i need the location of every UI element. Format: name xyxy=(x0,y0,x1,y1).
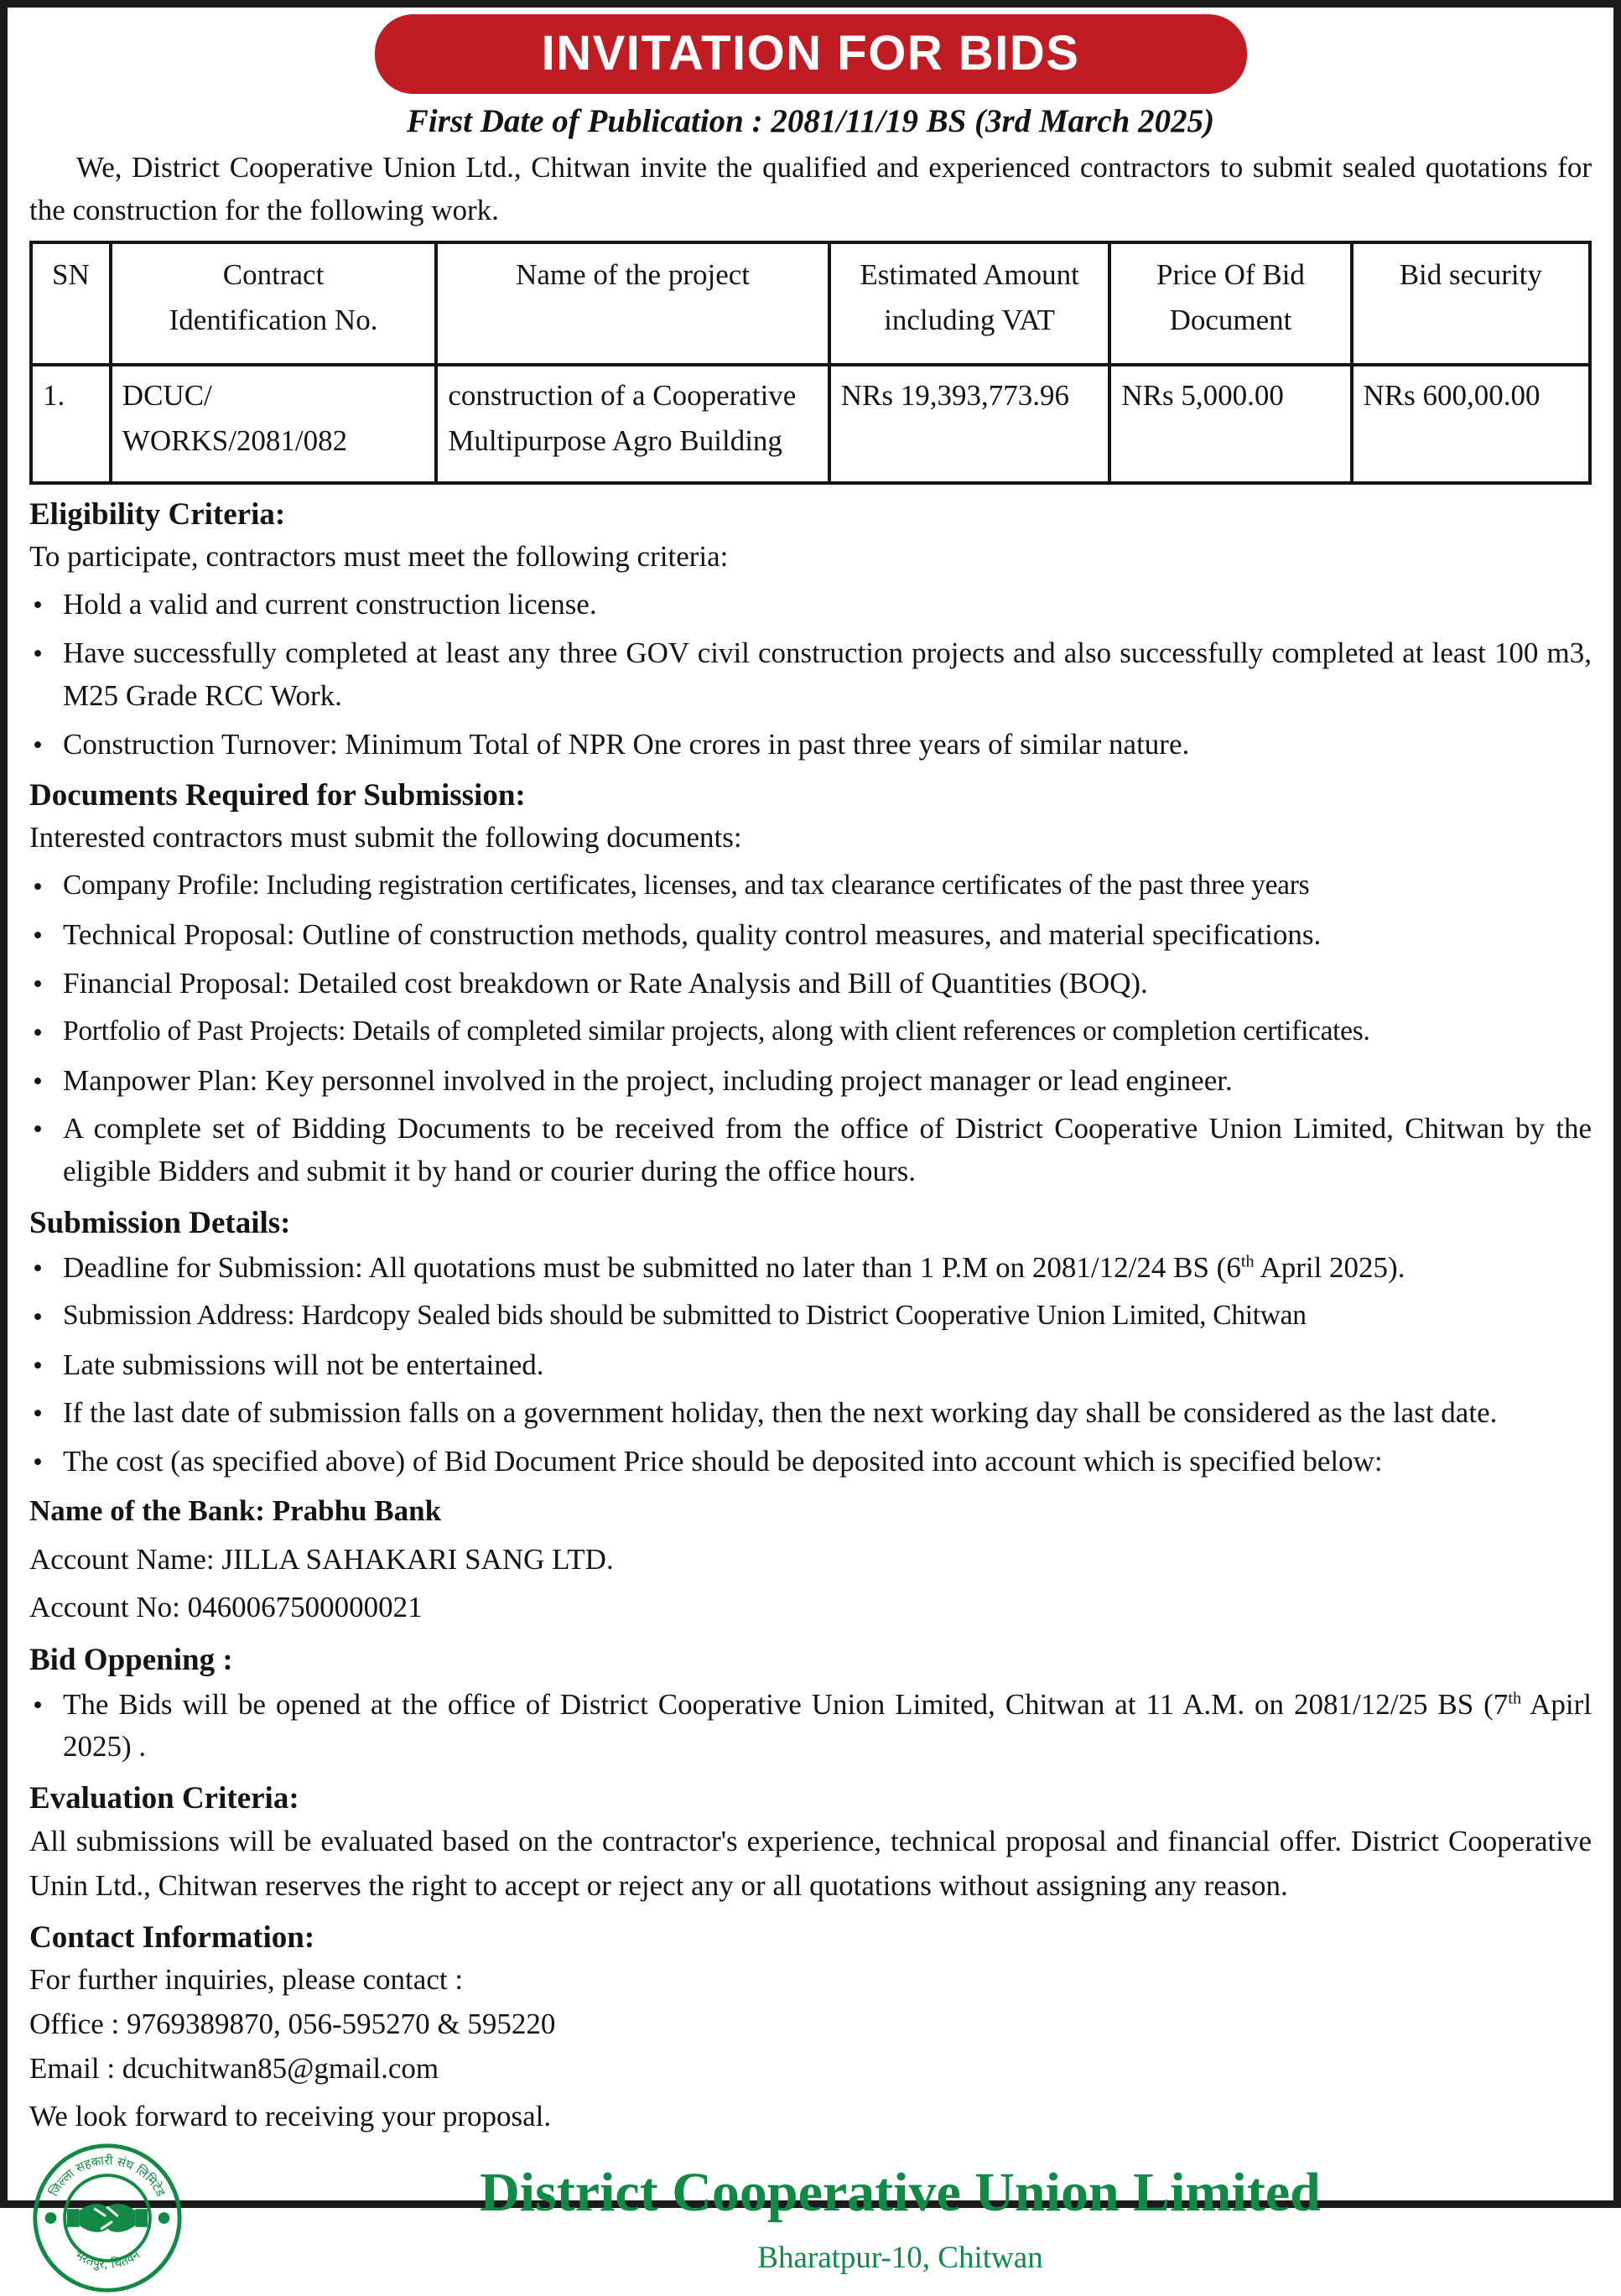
contact-line: For further inquiries, please contact : xyxy=(29,1963,464,1997)
header-line: Estimated Amount xyxy=(860,257,1079,291)
header-line: including VAT xyxy=(884,303,1056,336)
list-item xyxy=(29,584,1592,626)
bullet-icon xyxy=(29,1247,46,1290)
deadline-text: Deadline for Submission: All quotations must be submitted no later than 1 P.M on 2081/12/24 BS (6 xyxy=(63,1250,1241,1284)
seal-bottom-text: भरतपुर, चितवन xyxy=(71,2247,143,2273)
header-line: Document xyxy=(1169,303,1292,336)
list-item-text: Have successfully completed at least any three GOV civil construction projects and also successfully completed at least 100 m3, M25 Grade RCC Work. xyxy=(63,636,1592,712)
intro-paragraph: We, District Cooperative Union Ltd., Chitwan invite the qualified and experienced contractors to submit sealed quotations for the construction for the following work. xyxy=(29,151,1592,226)
seal-right-dot xyxy=(158,2213,170,2225)
seal-top-text: जिल्ला सहकारी संघ लिमिटेड xyxy=(46,2153,169,2200)
list-item xyxy=(29,724,1592,766)
table-header-row xyxy=(31,242,1590,366)
bids-table xyxy=(29,241,1592,485)
list-item xyxy=(29,1060,1592,1103)
list-item-text: Manpower Plan: Key personnel involved in the project, including project manager or lead engineer. xyxy=(63,1063,1233,1097)
list-item xyxy=(29,1296,1592,1338)
closing-line: We look forward to receiving your proposal. xyxy=(29,2100,552,2133)
list-item xyxy=(29,1344,1592,1387)
bullet-icon xyxy=(29,1344,46,1387)
list-item-text: Late submissions will not be entertained. xyxy=(63,1348,544,1381)
list-item-text: Company Profile: Including registration certificates, licenses, and tax clearance certificates of the past three years xyxy=(63,870,1310,901)
bank-details xyxy=(29,1489,1592,1630)
cell-sn: 1. xyxy=(31,365,111,483)
list-item-text: Portfolio of Past Projects: Details of completed similar projects, along with client references or completion certificates. xyxy=(63,1015,1370,1047)
list-item xyxy=(29,865,1592,908)
section-heading: Submission Details: xyxy=(29,1205,291,1240)
bullet-icon xyxy=(29,1011,46,1054)
table-row xyxy=(31,365,1590,483)
invitation-banner: INVITATION FOR BIDS xyxy=(375,14,1247,94)
account-number-line: Account No: 0460067500000021 xyxy=(29,1591,423,1624)
section-heading: Contact Information: xyxy=(29,1920,315,1956)
section-intro: Interested contractors must submit the following documents: xyxy=(29,821,742,855)
seal-left-dot xyxy=(45,2213,57,2225)
bullet-icon xyxy=(29,914,46,957)
publication-date-line: First Date of Publication : 2081/11/19 BS (3rd March 2025) xyxy=(406,103,1215,139)
cell-estimated-amount: NRs 19,393,773.96 xyxy=(829,365,1110,483)
list-item xyxy=(29,1392,1592,1435)
account-name-line: Account Name: JILLA SAHAKARI SANG LTD. xyxy=(29,1542,614,1576)
cell-bid-doc-price: NRs 5,000.00 xyxy=(1109,365,1351,483)
cell-bid-security: NRs 600,00.00 xyxy=(1352,365,1590,483)
list-item xyxy=(29,1011,1592,1054)
cell-line: construction of a Cooperative xyxy=(448,379,797,412)
footer-text-block xyxy=(209,2161,1592,2276)
list-item-text: Financial Proposal: Detailed cost breakdown or Rate Analysis and Bill of Quantities (BOQ). xyxy=(63,966,1148,1000)
org-seal-logo xyxy=(29,2140,185,2296)
bid-opening-text: Apirl 2025) . xyxy=(63,1687,1592,1764)
list-item xyxy=(29,1247,1592,1290)
list-item xyxy=(29,1108,1592,1193)
header-line: Contract xyxy=(222,257,325,291)
bullet-icon xyxy=(29,1060,46,1103)
list-item xyxy=(29,1441,1592,1483)
list-item-text: Submission Address: Hardcopy Sealed bids should be submitted to District Cooperative Union Limited, Chitwan xyxy=(63,1299,1307,1331)
bullet-icon xyxy=(29,724,46,766)
col-header-estimated-amount xyxy=(829,242,1110,366)
list-item-text: Technical Proposal: Outline of construction methods, quality control measures, and material specifications. xyxy=(63,918,1322,952)
list-item-text: Hold a valid and current construction license. xyxy=(63,588,597,621)
header-line: SN xyxy=(52,257,90,291)
contact-phone-line: Office : 9769389870, 056-595270 & 595220 xyxy=(29,2007,556,2040)
handshake-icon xyxy=(67,2205,148,2233)
contact-email-line: Email : dcuchitwan85@gmail.com xyxy=(29,2051,439,2085)
deadline-text: April 2025). xyxy=(1254,1250,1405,1284)
col-header-bid-doc-price xyxy=(1109,242,1351,366)
list-item-text: Construction Turnover: Minimum Total of NPR One crores in past three years of similar nature. xyxy=(63,727,1190,761)
bullet-icon xyxy=(29,1441,46,1483)
section-heading: Evaluation Criteria: xyxy=(29,1781,299,1816)
section-documents xyxy=(29,777,1592,1192)
section-submission xyxy=(29,1205,1592,1483)
section-heading: Eligibility Criteria: xyxy=(29,496,286,532)
col-header-project-name xyxy=(436,242,829,366)
ordinal-suffix: th xyxy=(1508,1688,1522,1707)
bullet-icon xyxy=(29,1392,46,1435)
list-item xyxy=(29,632,1592,718)
cell-project-name xyxy=(436,365,829,483)
section-heading: Bid Oppening : xyxy=(29,1642,233,1677)
bullet-icon xyxy=(29,963,46,1005)
bullet-icon xyxy=(29,584,46,626)
bullet-icon xyxy=(29,1296,46,1338)
list-item-text: The cost (as specified above) of Bid Document Price should be deposited into account which is specified below: xyxy=(63,1445,1383,1478)
cell-contract-id xyxy=(111,365,437,483)
cell-line: Multipurpose Agro Building xyxy=(448,424,782,458)
footer xyxy=(29,2140,1592,2296)
list-item xyxy=(29,914,1592,957)
section-eligibility xyxy=(29,496,1592,766)
list-item-text xyxy=(63,1684,1592,1769)
organization-address: Bharatpur-10, Chitwan xyxy=(757,2240,1043,2275)
bid-opening-text: The Bids will be opened at the office of District Cooperative Union Limited, Chitwan at 11 A.M. on 2081/12/25 BS (7 xyxy=(63,1687,1509,1721)
bullet-icon xyxy=(29,632,46,718)
header-line: Name of the project xyxy=(516,257,750,291)
list-item xyxy=(29,1684,1592,1769)
section-evaluation xyxy=(29,1780,1592,1908)
header-line: Bid security xyxy=(1399,257,1542,291)
section-contact xyxy=(29,1919,1592,2090)
list-item-text xyxy=(63,1247,1592,1290)
bullet-icon xyxy=(29,865,46,908)
bullet-icon xyxy=(29,1108,46,1193)
list-item-text: If the last date of submission falls on a government holiday, then the next working day shall be considered as the last date. xyxy=(63,1396,1498,1430)
bullet-icon xyxy=(29,1684,46,1769)
col-header-bid-security xyxy=(1352,242,1590,366)
section-intro: To participate, contractors must meet the following criteria: xyxy=(29,539,729,573)
evaluation-paragraph: All submissions will be evaluated based on the contractor's experience, technical proposal and financial offer. District Cooperative Unin Ltd., Chitwan reserves the right to accept or reject any or all quotations without assigning any reason. xyxy=(29,1825,1592,1902)
col-header-contract-id xyxy=(111,242,437,366)
organization-name: District Cooperative Union Limited xyxy=(480,2161,1321,2223)
list-item-text: A complete set of Bidding Documents to be received from the office of District Cooperative Union Limited, Chitwan by the eligible Bidders and submit it by hand or courier during the office hours. xyxy=(63,1112,1592,1188)
bank-name-line: Name of the Bank: Prabhu Bank xyxy=(29,1494,442,1528)
header-line: Identification No. xyxy=(169,303,378,336)
section-heading: Documents Required for Submission: xyxy=(29,778,526,813)
header-line: Price Of Bid xyxy=(1156,257,1305,291)
ordinal-suffix: th xyxy=(1240,1252,1255,1271)
cell-line: WORKS/2081/082 xyxy=(122,424,348,458)
list-item xyxy=(29,963,1592,1005)
col-header-sn xyxy=(31,242,111,366)
cell-line: DCUC/ xyxy=(122,379,212,412)
section-bid-opening xyxy=(29,1642,1592,1769)
